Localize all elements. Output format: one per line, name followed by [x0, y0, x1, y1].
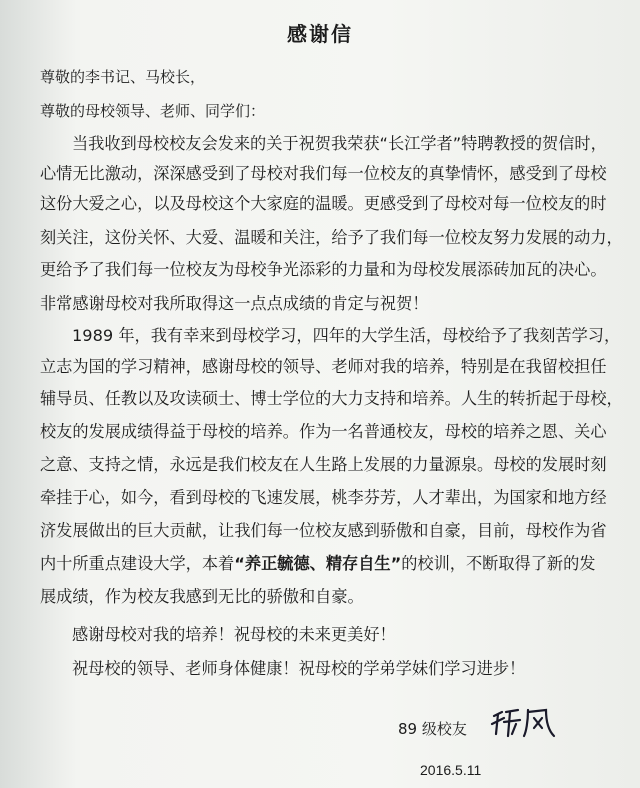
thanks-line: 感谢母校对我的培养！祝母校的未来更美好！: [72, 625, 396, 644]
body-line-7: 1989 年，我有幸来到母校学习，四年的大学生活，母校给予了我刻苦学习，: [72, 326, 621, 345]
letter-title: 感谢信: [287, 22, 353, 46]
body-line-8: 立志为国的学习精神，感谢母校的领导、老师对我的培养，特别是在我留校担任: [40, 357, 607, 376]
body-line-14: [40, 550, 595, 574]
school-motto: “养正毓德、精存自生”: [234, 554, 402, 573]
body-line-12: 牵挂于心，如今，看到母校的飞速发展，桃李芬芳，人才辈出，为国家和地方经: [40, 488, 607, 507]
body-line-5: 更给予了我们每一位校友为母校争光添彩的力量和为母校发展添砖加瓦的决心。: [40, 260, 607, 279]
body-line-15: 展成绩，作为校友我感到无比的骄傲和自豪。: [40, 587, 364, 606]
signature-class-year: 89 级校友: [398, 720, 467, 738]
body-line-9: 辅导员、任教以及攻读硕士、博士学位的大力支持和培养。人生的转折起于母校，: [40, 389, 623, 408]
body-line-13: 济发展做出的巨大贡献，让我们每一位校友感到骄傲和自豪，目前，母校作为省: [40, 521, 607, 540]
motto-line-before: 内十所重点建设大学，本着: [40, 554, 235, 573]
wishes-line: 祝母校的领导、老师身体健康！祝母校的学弟学妹们学习进步！: [72, 659, 526, 678]
letter-date: 2016.5.11: [420, 762, 482, 778]
body-line-6: 非常感谢母校对我所取得这一点点成绩的肯定与祝贺！: [40, 294, 429, 313]
motto-line-after: 的校训，不断取得了新的发: [401, 554, 596, 573]
body-line-2: 心情无比激动，深深感受到了母校对我们每一位校友的真挚情怀，感受到了母校: [40, 164, 607, 183]
body-line-10: 校友的发展成绩得益于母校的培养。作为一名普通校友，母校的培养之恩、关心: [40, 422, 607, 441]
body-line-3: 这份大爱之心，以及母校这个大家庭的温暖。更感受到了母校对每一位校友的时: [40, 194, 607, 213]
body-line-4: 刻关注，这份关怀、大爱、温暖和关注，给予了我们每一位校友努力发展的动力，: [40, 228, 623, 247]
body-line-1: 当我收到母校校友会发来的关于祝贺我荣获“长江学者”特聘教授的贺信时，: [72, 134, 607, 153]
salutation-line-2: 尊敬的母校领导、老师、同学们：: [40, 102, 266, 120]
body-line-11: 之意、支持之情，永远是我们校友在人生路上发展的力量源泉。母校的发展时刻: [40, 455, 607, 474]
salutation-line-1: 尊敬的李书记、马校长，: [40, 68, 206, 86]
handwritten-signature: [488, 704, 558, 740]
